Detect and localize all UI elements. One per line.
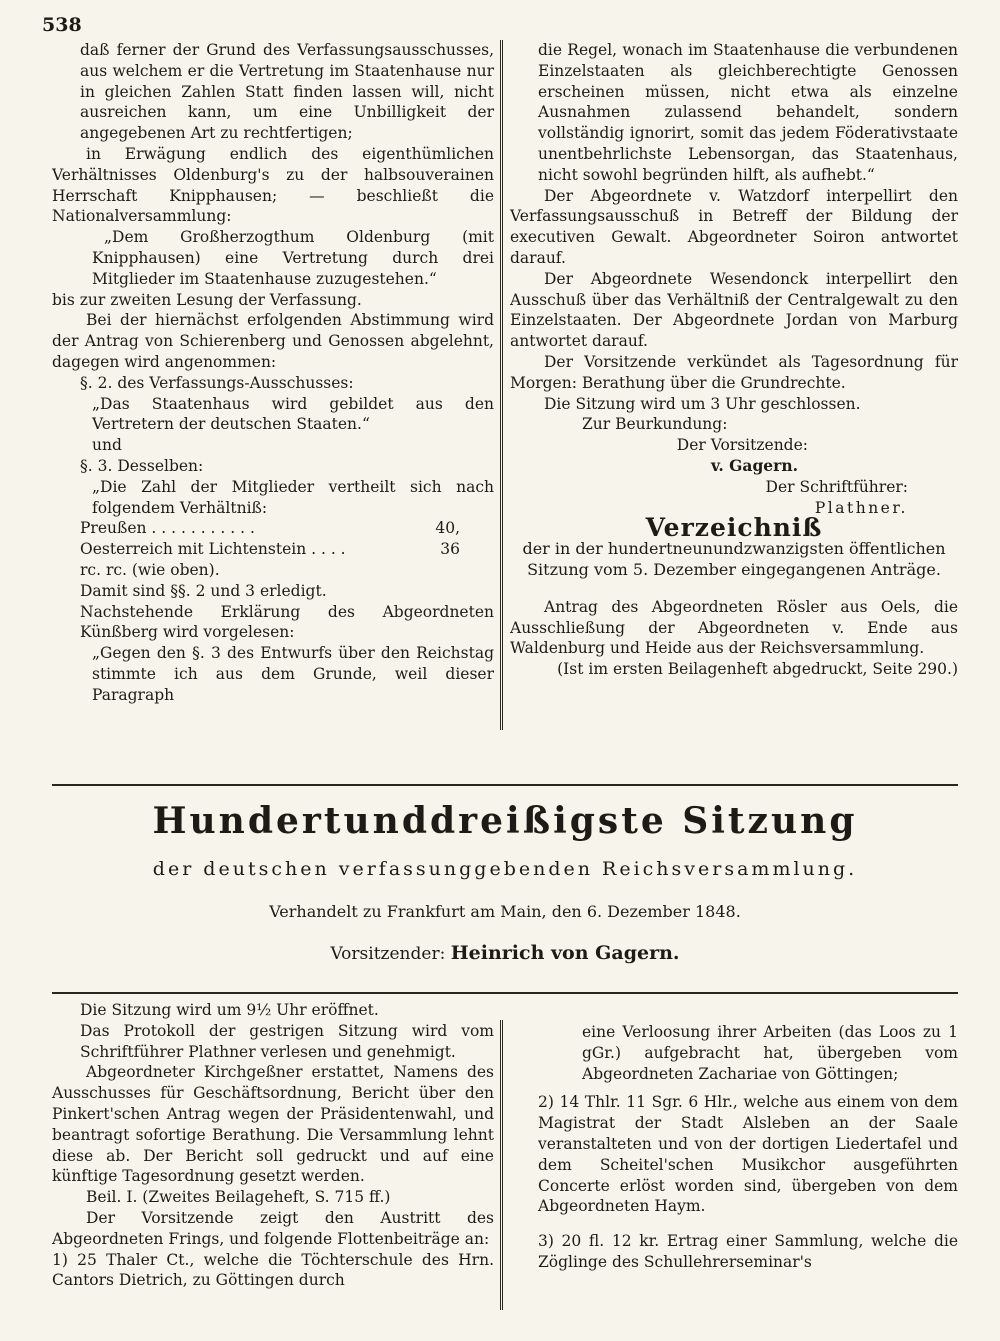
text-block: in Erwägung endlich des eigenthümlichen Verhältnisses Oldenburg's zu der halbsouverainen Herrschaft Knipphausen; — beschließt die Nationalversammlung: bbox=[52, 144, 494, 226]
session-place-date: Verhandelt zu Frankfurt am Main, den 6. Dezember 1848. bbox=[269, 902, 741, 921]
column-divider-bottom bbox=[500, 1020, 503, 1310]
left-column-bottom bbox=[52, 1000, 494, 1291]
text-block: Zur Beurkundung: bbox=[582, 415, 728, 434]
signature-name: v. Gagern. bbox=[710, 455, 798, 475]
text-block: Der Abgeordnete v. Watzdorf interpellirt den Verfassungsausschuß in Betreff der Bildung der executiven Gewalt. Abgeordneter Soiron antwortet darauf. bbox=[510, 186, 958, 267]
row-label: Oesterreich mit Lichtenstein . . . . bbox=[80, 540, 346, 559]
page-number: 538 bbox=[42, 14, 82, 36]
text-block: und bbox=[92, 436, 122, 455]
column-divider-top bbox=[500, 40, 503, 730]
text-block: die Regel, wonach im Staatenhause die verbundenen Einzelstaaten als gleichberechtigte Genossen erscheinen müssen, nicht etwa als einzelne Ausnahmen zulassend behandelt, sondern vollständig ignorirt, somit das jedem Föderativstaate unentbehrlichste Lebensorgan, das Staatenhaus, nicht sowohl begründen hilft, als aufhebt.“ bbox=[538, 41, 958, 184]
right-column-bottom bbox=[510, 1000, 958, 1273]
session-chair bbox=[52, 942, 958, 964]
session-separator bbox=[52, 992, 958, 994]
row-value: 36 bbox=[440, 540, 460, 559]
chair-name: Heinrich von Gagern. bbox=[450, 942, 680, 964]
text-block: Damit sind §§. 2 und 3 erledigt. bbox=[80, 581, 327, 600]
text-block: 2) 14 Thlr. 11 Sgr. 6 Hlr., welche aus einem von dem Magistrat der Stadt Alsleben an der Saale veranstalteten und von der dortigen Liedertafel und dem Scheitel'schen Musikchor ausgeführten Concerte erlöst worden sind, übergeben von dem Abgeordneten Haym. bbox=[538, 1093, 958, 1216]
chair-label: Vorsitzender: bbox=[330, 944, 451, 964]
signature-label: Der Schriftführer: bbox=[765, 477, 908, 496]
quotation: „Dem Großherzogthum Oldenburg (mit Knipphausen) eine Vertretung durch drei Mitglieder im Staatenhause zuzugestehen.“ bbox=[92, 228, 494, 288]
signature-name: Plathner. bbox=[814, 498, 908, 517]
text-block: Der Vorsitzende zeigt den Austritt des Abgeordneten Frings, und folgende Flottenbeiträge an: bbox=[52, 1208, 494, 1248]
text-block: Der Vorsitzende verkündet als Tagesordnung für Morgen: Berathung über die Grundrechte. bbox=[510, 352, 958, 392]
row-label: Preußen . . . . . . . . . . . bbox=[80, 519, 255, 538]
text-block: Antrag des Abgeordneten Rösler aus Oels, die Ausschließung der Abgeordneten v. Ende aus Waldenburg und Heide aus der Reichsversammlung. bbox=[510, 597, 958, 658]
text-block: daß ferner der Grund des Verfassungsausschusses, aus welchem er die Vertretung im Staatenhause nur in gleichen Zahlen Statt finden lassen will, nicht ausreichen kann, um eine Unbilligkeit der angegebenen Art zu rechtfertigen; bbox=[80, 41, 494, 143]
section-title: Verzeichniß bbox=[645, 513, 823, 543]
text-block: Der Abgeordnete Wesendonck interpellirt den Ausschuß über das Verhältniß der Centralgewalt zu den Einzelstaaten. Der Abgeordnete Jordan von Marburg antwortet darauf. bbox=[510, 269, 958, 351]
text-block: Bei der hiernächst erfolgenden Abstimmung wird der Antrag von Schierenberg und Genossen abgelehnt, dagegen wird angenommen: bbox=[52, 311, 494, 371]
text-block: 3) 20 fl. 12 kr. Ertrag einer Sammlung, welche die Zöglinge des Schullehrerseminar's bbox=[538, 1232, 958, 1271]
text-block: Beil. I. (Zweites Beilageheft, S. 715 ff.) bbox=[86, 1188, 391, 1207]
session-subtitle: der deutschen verfassunggebenden Reichsversammlung. bbox=[152, 858, 858, 880]
quotation: „Gegen den §. 3 des Entwurfs über den Reichstag stimmte ich aus dem Grunde, weil dieser Paragraph bbox=[92, 644, 494, 704]
paragraph-label: §. 3. Desselben: bbox=[80, 456, 204, 475]
text-block: Die Sitzung wird um 9½ Uhr eröffnet. bbox=[80, 1001, 379, 1019]
text-block: eine Verloosung ihrer Arbeiten (das Loos zu 1 gGr.) aufgebracht hat, übergeben vom Abgeordneten Zachariae von Göttingen; bbox=[582, 1023, 958, 1083]
table-row bbox=[52, 518, 494, 539]
left-column-top bbox=[52, 40, 494, 706]
text-block: (Ist im ersten Beilagenheft abgedruckt, Seite 290.) bbox=[557, 660, 958, 679]
table-row bbox=[52, 539, 494, 560]
section-separator bbox=[52, 784, 958, 786]
row-value: 40, bbox=[435, 519, 460, 538]
text-block: Abgeordneter Kirchgeßner erstattet, Namens des Ausschusses für Geschäftsordnung, Bericht über den Pinkert'schen Antrag wegen der Präsidentenwahl, und beantragt sofortige Berathung. Die Versammlung lehnt diese ab. Der Bericht soll gedruckt und auf eine künftige Tagesordnung gesetzt werden. bbox=[52, 1063, 494, 1186]
text-block: rc. rc. (wie oben). bbox=[80, 560, 220, 579]
text-block: bis zur zweiten Lesung der Verfassung. bbox=[52, 290, 362, 309]
quotation: „Das Staatenhaus wird gebildet aus den Vertretern der deutschen Staaten.“ bbox=[92, 394, 494, 434]
text-block: Nachstehende Erklärung des Abgeordneten Künßberg wird vorgelesen: bbox=[80, 602, 494, 642]
session-title: Hundertunddreißigste Sitzung bbox=[152, 800, 858, 842]
paragraph-label: §. 2. des Verfassungs-Ausschusses: bbox=[80, 373, 354, 392]
right-column-top bbox=[510, 40, 958, 680]
text-block: Das Protokoll der gestrigen Sitzung wird vom Schriftführer Plathner verlesen und genehmigt. bbox=[80, 1021, 494, 1061]
signature-label: Der Vorsitzende: bbox=[676, 436, 808, 455]
section-subtitle: der in der hundertneunundzwanzigsten öffentlichen Sitzung vom 5. Dezember eingegangenen Anträge. bbox=[522, 539, 946, 579]
quotation: „Die Zahl der Mitglieder vertheilt sich nach folgendem Verhältniß: bbox=[92, 477, 494, 517]
text-block: Die Sitzung wird um 3 Uhr geschlossen. bbox=[544, 394, 861, 413]
text-block: 1) 25 Thaler Ct., welche die Töchterschule des Hrn. Cantors Dietrich, zu Göttingen durch bbox=[52, 1250, 494, 1290]
